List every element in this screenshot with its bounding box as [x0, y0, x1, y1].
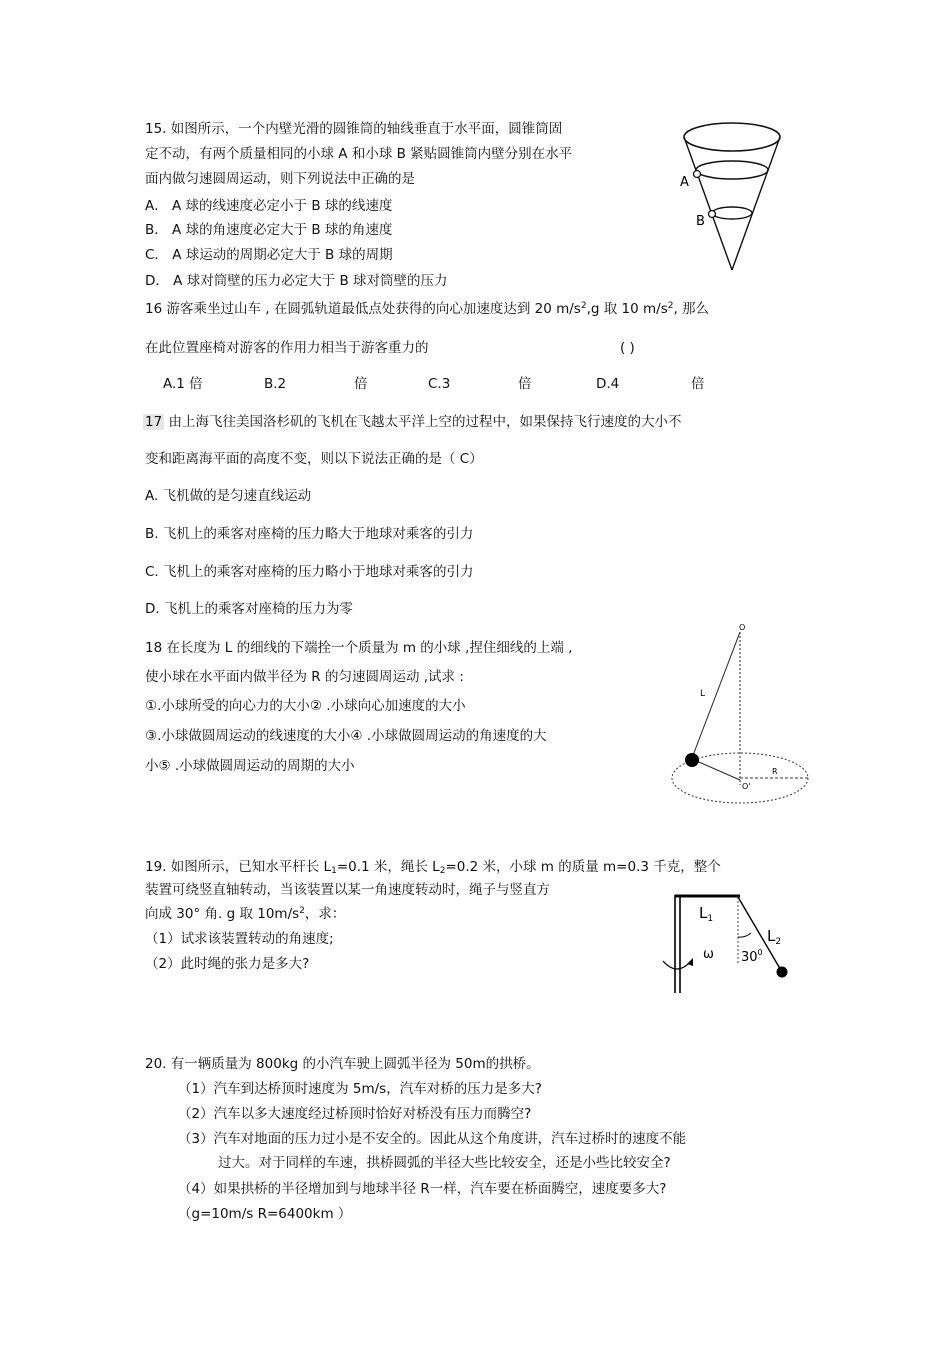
q19-part1: （1）试求该装置转动的角速度; [145, 931, 334, 947]
q16-option-d-unit: 倍 [691, 376, 705, 392]
label-r: R [772, 767, 778, 776]
q19-part2: （2）此时绳的张力是多大? [145, 956, 310, 972]
label-l2: $L_2$ [767, 927, 782, 947]
label-l: L [700, 689, 706, 699]
label-angle: $30^0$ [741, 948, 763, 965]
q15-option-b: B． A 球的角速度必定大于 B 球的角速度 [145, 222, 393, 238]
rotation-arrow [663, 961, 691, 969]
q19-line1: 19. 如图所示，已知水平杆长 $L_1=0.1$ 米，绳长 $L_2=0.2$ 米，小球 m 的质量 m=0.3 千克，整个 [145, 859, 721, 876]
q16-answer-paren: ( ) [620, 340, 635, 356]
q17-line2: 变和距离海平面的高度不变，则以下说法正确的是（ C） [145, 451, 483, 467]
q16-line1: 16 游客乘坐过山车 , 在圆弧轨道最低点处获得的向心加速度达到 20 $m/s^2,g$ 取 10 $m/s^2$, 那么 [145, 301, 710, 317]
ball-m [777, 967, 788, 978]
q16-option-c-unit: 倍 [518, 376, 532, 392]
q15-option-c: C． A 球运动的周期必定大于 B 球的周期 [145, 247, 393, 263]
q20-part3-line1: （3）汽车对地面的压力过小是不安全的。因此从这个角度讲，汽车过桥时的速度不能 [178, 1131, 687, 1147]
conical-pendulum-figure [665, 618, 815, 813]
q17-number: 17 [145, 414, 163, 430]
q16-option-c-label: C.3 [428, 376, 451, 392]
rotating-rod-figure [655, 885, 800, 1000]
ball-a [694, 171, 701, 178]
label-omega: ω [703, 947, 714, 962]
label-l1: $L_1$ [699, 904, 714, 924]
q20-line1: 20. 有一辆质量为 800kg 的小汽车驶上圆弧半径为 50m的拱桥。 [145, 1056, 540, 1072]
cone-left-side [684, 137, 732, 270]
q16-option-b-unit: 倍 [354, 376, 368, 392]
q17-option-c: C. 飞机上的乘客对座椅的压力略小于地球对乘客的引力 [145, 564, 474, 580]
q20-given-values: （g=10m/s R=6400km ） [178, 1206, 352, 1222]
pendulum-ball [685, 753, 699, 767]
q18-line2: 使小球在水平面内做半径为 R 的匀速圆周运动 ,试求 : [145, 669, 464, 685]
ball-a-orbit [696, 161, 768, 179]
ball-b-orbit [712, 207, 752, 219]
q20-part4: （4）如果拱桥的半径增加到与地球半径 R一样，汽车要在桥面腾空，速度要多大? [178, 1181, 667, 1197]
q18-line4: ③.小球做圆周运动的线速度的大小④ .小球做圆周运动的角速度的大 [145, 728, 547, 744]
q16-option-a: A.1 倍 [163, 376, 203, 392]
cone-right-side [732, 137, 780, 270]
q15-option-a: A． A 球的线速度必定小于 B 球的线速度 [145, 198, 393, 214]
cone-top-rim [684, 123, 780, 151]
q16-option-b-label: B.2 [264, 376, 287, 392]
label-b: B [696, 214, 705, 229]
cone-figure [670, 115, 795, 280]
angle-arc [738, 933, 751, 937]
ball-b [709, 211, 716, 218]
label-o-top: O [739, 623, 746, 632]
label-a: A [680, 175, 689, 190]
label-o-center: O' [742, 782, 751, 791]
q19-line3: 向成 30° 角. g 取 $10m/s^2$，求： [145, 906, 346, 922]
q15-option-d: D． A 球对筒壁的压力必定大于 B 球对筒壁的压力 [145, 273, 448, 289]
q18-line1: 18 在长度为 L 的细线的下端拴一个质量为 m 的小球 ,捏住细线的上端 , [145, 640, 573, 656]
q15-line1: 15. 如图所示，一个内壁光滑的圆锥筒的轴线垂直于水平面，圆锥筒固 [145, 121, 563, 137]
ball-to-center-line [692, 759, 740, 780]
q19-line2: 装置可绕竖直轴转动，当该装置以某一角速度转动时，绳子与竖直方 [145, 882, 550, 898]
q20-part3-line2: 过大。对于同样的车速，拱桥圆弧的半径大些比较安全，还是小些比较安全? [218, 1155, 671, 1171]
q18-line3: ①.小球所受的向心力的大小② .小球向心加速度的大小 [145, 698, 466, 714]
q16-option-d-label: D.4 [596, 376, 620, 392]
q20-part2: （2）汽车以多大速度经过桥顶时恰好对桥没有压力而腾空? [178, 1106, 532, 1122]
q20-part1: （1）汽车到达桥顶时速度为 5m/s，汽车对桥的压力是多大? [178, 1081, 542, 1097]
q17-option-d: D. 飞机上的乘客对座椅的压力为零 [145, 601, 353, 617]
q17-option-a: A. 飞机做的是匀速直线运动 [145, 488, 312, 504]
q17-option-b: B. 飞机上的乘客对座椅的压力略大于地球对乘客的引力 [145, 526, 474, 542]
q18-line5: 小⑤ .小球做圆周运动的周期的大小 [145, 758, 355, 774]
q15-line3: 面内做匀速圆周运动，则下列说法中正确的是 [145, 171, 415, 187]
q17-line1: 17 由上海飞往美国洛杉矶的飞机在飞越太平洋上空的过程中，如果保持飞行速度的大小不 [145, 414, 682, 430]
q15-line2: 定不动，有两个质量相同的小球 A 和小球 B 紧贴圆锥筒内壁分别在水平 [145, 146, 573, 162]
q16-line2: 在此位置座椅对游客的作用力相当于游客重力的 [145, 340, 429, 356]
